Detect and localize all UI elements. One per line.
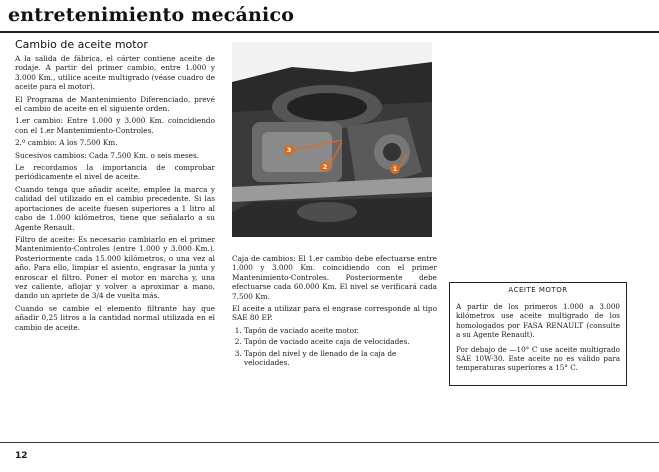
left-column <box>15 54 215 335</box>
engine-photo <box>232 42 432 237</box>
middle-column <box>232 254 437 369</box>
engine-oil-box-title: ACEITE MOTOR <box>508 286 568 294</box>
paragraph-filter-quantity: Cuando se cambie el elemento filtrante hay que añadir 0,25 litros a la cantidad normal utilizada en el cambio de aceite. <box>15 303 215 332</box>
engine-oil-box-paragraph-1: A partir de los primeros 1.000 a 3.000 kilómetros use aceite multigrado de los homologados por FASA RENAULT (consulte a su Agente Renault). <box>456 302 620 339</box>
section-title: Cambio de aceite motor <box>15 38 148 51</box>
callout-3: 3 <box>284 145 294 155</box>
caption-item-2: 2. Tapón de vaciado aceite caja de velocidades. <box>244 337 437 346</box>
page-heading: entretenimiento mecánico <box>8 4 295 26</box>
callout-1: 1 <box>390 164 400 174</box>
paragraph-gearbox-oil: El aceite a utilizar para el engrase corresponde al tipo SAE 80 EP. <box>232 304 437 323</box>
paragraph-add-oil: Cuando tenga que añadir aceite, emplee la marca y calidad del utilizado en el cambio precedente. Si las aportaciones de aceite fuesen superiores a 1 litro al cabo de 1.000 kilómetros, tiene que señalarlo a su Agente Renault. <box>15 184 215 232</box>
paragraph-oil-filter: Filtro de aceite: Es necesario cambiarlo en el primer Mantenimiento-Controles (entre 1.000 y 3.000 Km.). Posteriormente cada 15.000 kilómetros, o una vez al año. Para ello, limpiar el asiento, engrasar la junta y enroscar el filtro. Poner el motor en marcha y, una vez caliente, aflojar y volver a aproximar a mano, dando un apriete de 3/4 de vuelta más. <box>15 234 215 301</box>
paragraph-intro: A la salida de fábrica, el cárter contiene aceite de rodaje. A partir del primer cambio, entre 1.000 y 3.000 Km., utilice aceite multigrado (véase cuadro de aceite para el motor). <box>15 54 215 92</box>
caption-item-1: 1. Tapón de vaciado aceite motor. <box>244 326 437 335</box>
engine-oil-box-paragraph-2: Por debajo de —10° C use aceite multigrado SAE 10W-30. Este aceite no es válido para temperaturas superiores a 15° C. <box>456 345 620 373</box>
paragraph-successive-changes: Sucesivos cambios: Cada 7.500 Km. o seis meses. <box>15 150 200 160</box>
paragraph-second-change: 2.º cambio: A los 7.500 Km. <box>15 138 118 148</box>
paragraph-gearbox: Caja de cambios: El 1.er cambio debe efectuarse entre 1.000 y 3.000 Km. coincidiendo con el primer Mantenimiento-Controles. Posteriormente debe efectuarse cada 60.000 Km. El nivel se verificará cada 7.500 Km. <box>232 254 437 301</box>
paragraph-program: El Programa de Mantenimiento Diferenciado, prevé el cambio de aceite en el siguiente orden. <box>15 94 215 114</box>
caption-list <box>232 326 437 368</box>
page-number: 12 <box>15 451 28 461</box>
engine-oil-box <box>449 282 627 386</box>
bottom-rule <box>0 442 659 443</box>
engine-illustration <box>232 42 432 237</box>
callout-2: 2 <box>320 162 330 172</box>
heading-rule <box>0 31 659 33</box>
paragraph-check-level: Le recordamos la importancia de comprobar periódicamente el nivel de aceite. <box>15 163 215 182</box>
paragraph-first-change: 1.er cambio: Entre 1.000 y 3.000 Km. coincidiendo con el 1.er Mantenimiento-Controles. <box>15 116 215 135</box>
caption-item-3: 3. Tapón del nivel y de llenado de la caja de velocidades. <box>244 349 437 368</box>
